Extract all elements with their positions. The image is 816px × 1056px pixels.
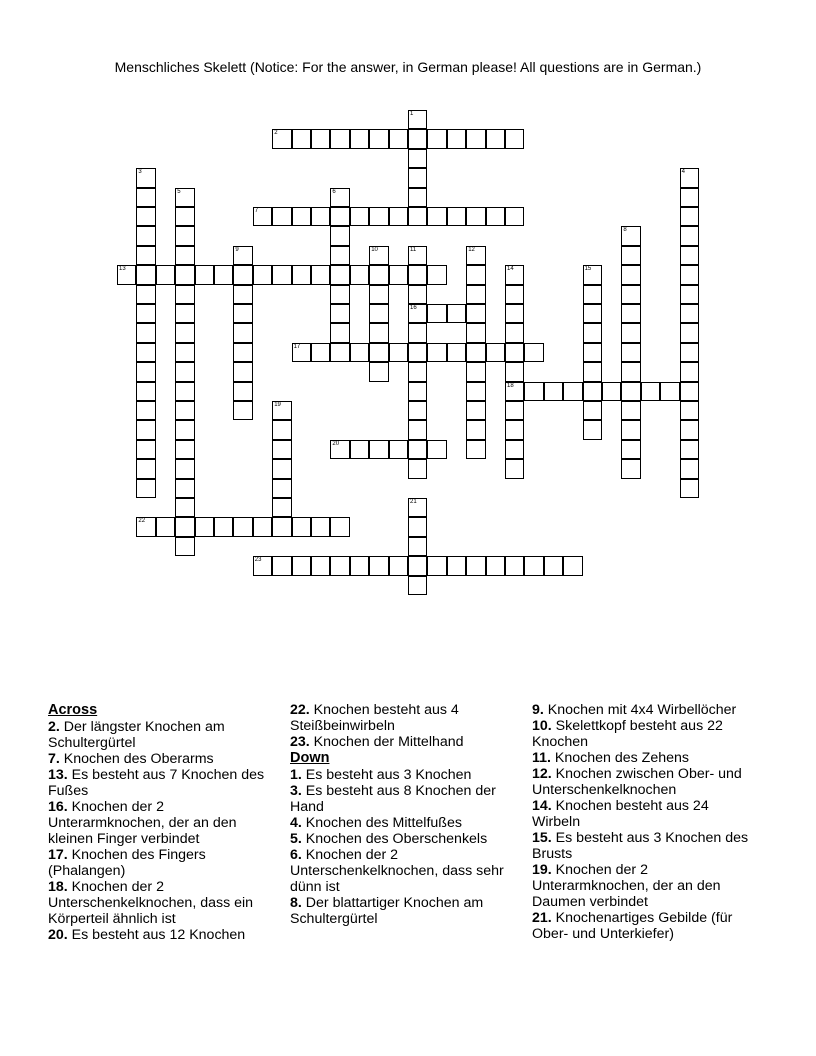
clue-column-1 — [48, 702, 273, 943]
crossword-cell[interactable] — [486, 129, 505, 148]
crossword-cell[interactable] — [214, 517, 233, 536]
cell-number: 21 — [410, 499, 417, 505]
crossword-cell[interactable] — [408, 382, 427, 401]
clue-down-9: 9. Knochen mit 4x4 Wirbellöcher — [532, 702, 737, 718]
crossword-cell[interactable] — [136, 265, 155, 284]
crossword-cell[interactable] — [621, 343, 640, 362]
crossword-cell[interactable] — [660, 382, 679, 401]
crossword-cell[interactable] — [466, 285, 485, 304]
clue-down-19: 19. Knochen der 2 Unterarmknochen, der an den Daumen verbindet — [532, 862, 721, 910]
crossword-cell[interactable] — [369, 362, 388, 381]
crossword-cell[interactable] — [136, 382, 155, 401]
clue-down-10: 10. Skelettkopf besteht aus 22 Knochen — [532, 718, 723, 750]
crossword-cell[interactable] — [369, 129, 388, 148]
cell-number: 7 — [254, 208, 259, 214]
crossword-cell[interactable] — [272, 265, 291, 284]
crossword-cell[interactable] — [175, 226, 194, 245]
clue-down-14: 14. Knochen besteht aus 24 Wirbeln — [532, 798, 709, 830]
cell-number: 18 — [507, 382, 514, 389]
crossword-cell[interactable] — [680, 304, 699, 323]
crossword-cell[interactable] — [505, 382, 524, 401]
crossword-cell[interactable] — [350, 265, 369, 284]
crossword-cell[interactable] — [583, 362, 602, 381]
clue-across-20: 20. Es besteht aus 12 Knochen — [48, 927, 246, 943]
crossword-cell[interactable] — [292, 556, 311, 575]
crossword-cell[interactable] — [330, 304, 349, 323]
crossword-cell[interactable] — [272, 401, 291, 420]
crossword-cell[interactable] — [680, 226, 699, 245]
crossword-cell[interactable] — [175, 459, 194, 478]
crossword-cell[interactable] — [369, 304, 388, 323]
crossword-cell[interactable] — [136, 285, 155, 304]
crossword-cell[interactable] — [621, 265, 640, 284]
crossword-cell[interactable] — [272, 498, 291, 517]
crossword-cell[interactable] — [330, 226, 349, 245]
crossword-cell[interactable] — [505, 285, 524, 304]
clue-down-11: 11. Knochen des Zehens — [532, 750, 689, 766]
crossword-cell[interactable] — [563, 382, 582, 401]
crossword-cell[interactable] — [621, 382, 640, 401]
crossword-cell[interactable] — [505, 556, 524, 575]
crossword-cell[interactable] — [447, 556, 466, 575]
clue-down-21: 21. Knochenartiges Gebilde (für Ober- und Unterkiefer) — [532, 910, 733, 942]
crossword-cell[interactable] — [253, 207, 272, 226]
cell-number: 20 — [332, 440, 340, 447]
crossword-cell[interactable] — [292, 265, 311, 284]
crossword-cell[interactable] — [175, 343, 194, 362]
crossword-cell[interactable] — [505, 323, 524, 342]
crossword-cell[interactable] — [680, 459, 699, 478]
crossword-cell[interactable] — [292, 517, 311, 536]
crossword-cell[interactable] — [408, 188, 427, 207]
clue-down-3: 3. Es besteht aus 8 Knochen der Hand — [290, 783, 496, 815]
crossword-cell[interactable] — [292, 207, 311, 226]
crossword-cell[interactable] — [175, 440, 194, 459]
crossword-cell[interactable] — [136, 226, 155, 245]
crossword-cell[interactable] — [272, 556, 291, 575]
crossword-cell[interactable] — [680, 285, 699, 304]
crossword-cell[interactable] — [389, 343, 408, 362]
crossword-cell[interactable] — [408, 168, 427, 187]
crossword-cell[interactable] — [136, 440, 155, 459]
crossword-cell[interactable] — [136, 420, 155, 439]
crossword-cell[interactable] — [680, 188, 699, 207]
crossword-cell[interactable] — [680, 401, 699, 420]
crossword-cell[interactable] — [175, 207, 194, 226]
crossword-cell[interactable] — [311, 517, 330, 536]
crossword-cell[interactable] — [466, 440, 485, 459]
crossword-cell[interactable] — [466, 556, 485, 575]
crossword-cell[interactable] — [175, 246, 194, 265]
crossword-cell[interactable] — [369, 556, 388, 575]
crossword-cell[interactable] — [369, 323, 388, 342]
crossword-cell[interactable] — [350, 343, 369, 362]
clue-across-16: 16. Knochen der 2 Unterarmknochen, der an den kleinen Finger verbindet — [48, 799, 237, 847]
down-header: Down — [290, 750, 330, 766]
crossword-cell[interactable] — [369, 265, 388, 284]
clue-down-5: 5. Knochen des Oberschenkels — [290, 831, 488, 847]
cell-number: 19 — [274, 402, 281, 408]
crossword-cell[interactable] — [136, 343, 155, 362]
across-header: Across — [48, 702, 98, 718]
cell-number: 17 — [293, 343, 301, 350]
crossword-cell[interactable] — [621, 440, 640, 459]
clue-down-1: 1. Es besteht aus 3 Knochen — [290, 767, 472, 783]
clue-column-2 — [290, 702, 508, 927]
crossword-cell[interactable] — [408, 556, 427, 575]
crossword-cell[interactable] — [427, 343, 446, 362]
cell-number: 10 — [371, 246, 378, 253]
cell-number: 13 — [119, 266, 126, 273]
crossword-cell[interactable] — [505, 304, 524, 323]
crossword-cell[interactable] — [369, 246, 388, 265]
crossword-cell[interactable] — [583, 420, 602, 439]
crossword-cell[interactable] — [524, 382, 543, 401]
crossword-cell[interactable] — [680, 265, 699, 284]
crossword-cell[interactable] — [680, 168, 699, 187]
crossword-cell[interactable] — [621, 401, 640, 420]
crossword-cell[interactable] — [350, 440, 369, 459]
crossword-cell[interactable] — [136, 207, 155, 226]
crossword-cell[interactable] — [330, 246, 349, 265]
cell-number: 12 — [468, 246, 475, 253]
cell-number: 8 — [623, 227, 627, 234]
crossword-cell[interactable] — [408, 149, 427, 168]
crossword-cell[interactable] — [389, 556, 408, 575]
crossword-cell[interactable] — [175, 323, 194, 342]
crossword-cell[interactable] — [466, 362, 485, 381]
cell-number: 16 — [410, 305, 417, 311]
crossword-cell[interactable] — [680, 362, 699, 381]
crossword-cell[interactable] — [466, 304, 485, 323]
clue-down-4: 4. Knochen des Mittelfußes — [290, 815, 462, 831]
cell-number: 6 — [332, 188, 336, 195]
cell-number: 23 — [254, 557, 262, 564]
crossword-cell[interactable] — [583, 285, 602, 304]
cell-number: 4 — [681, 169, 685, 176]
crossword-cell[interactable] — [505, 129, 524, 148]
crossword-cell[interactable] — [156, 517, 175, 536]
crossword-cell[interactable] — [311, 207, 330, 226]
crossword-cell[interactable] — [175, 285, 194, 304]
crossword-cell[interactable] — [680, 323, 699, 342]
crossword-cell[interactable] — [466, 343, 485, 362]
crossword-cell[interactable] — [447, 343, 466, 362]
cell-number: 22 — [138, 518, 146, 525]
crossword-cell[interactable] — [233, 382, 252, 401]
crossword-cell[interactable] — [583, 323, 602, 342]
crossword-cell[interactable] — [427, 304, 446, 323]
clue-across-17: 17. Knochen des Fingers (Phalangen) — [48, 847, 206, 879]
crossword-cell[interactable] — [330, 285, 349, 304]
crossword-cell[interactable] — [233, 343, 252, 362]
crossword-cell[interactable] — [272, 440, 291, 459]
crossword-cell[interactable] — [466, 382, 485, 401]
crossword-cell[interactable] — [427, 265, 446, 284]
crossword-cell[interactable] — [233, 323, 252, 342]
crossword-cell[interactable] — [466, 246, 485, 265]
crossword-cell[interactable] — [486, 207, 505, 226]
crossword-cell[interactable] — [466, 207, 485, 226]
crossword-cell[interactable] — [330, 556, 349, 575]
crossword-cell[interactable] — [272, 479, 291, 498]
crossword-cell[interactable] — [195, 517, 214, 536]
crossword-cell[interactable] — [680, 420, 699, 439]
crossword-cell[interactable] — [272, 207, 291, 226]
crossword-cell[interactable] — [272, 420, 291, 439]
page-title: Menschliches Skelett (Notice: For the answer, in German please! All questions are in German.) — [114, 59, 702, 75]
crossword-cell[interactable] — [350, 556, 369, 575]
crossword-cell[interactable] — [136, 323, 155, 342]
crossword-cell[interactable] — [680, 479, 699, 498]
crossword-cell[interactable] — [292, 343, 311, 362]
crossword-cell[interactable] — [175, 362, 194, 381]
cell-number: 15 — [584, 266, 592, 273]
crossword-cell[interactable] — [311, 265, 330, 284]
crossword-cell[interactable] — [369, 440, 388, 459]
crossword-cell[interactable] — [680, 343, 699, 362]
crossword-cell[interactable] — [136, 401, 155, 420]
crossword-cell[interactable] — [466, 420, 485, 439]
crossword-cell[interactable] — [621, 362, 640, 381]
crossword-cell[interactable] — [136, 362, 155, 381]
crossword-cell[interactable] — [447, 207, 466, 226]
crossword-cell[interactable] — [641, 382, 660, 401]
crossword-cell[interactable] — [427, 129, 446, 148]
crossword-cell[interactable] — [447, 129, 466, 148]
crossword-cell[interactable] — [505, 343, 524, 362]
crossword-cell[interactable] — [330, 265, 349, 284]
crossword-cell[interactable] — [408, 343, 427, 362]
crossword-cell[interactable] — [195, 265, 214, 284]
crossword-cell[interactable] — [427, 207, 446, 226]
crossword-cell[interactable] — [621, 323, 640, 342]
crossword-cell[interactable] — [389, 129, 408, 148]
crossword-cell[interactable] — [253, 517, 272, 536]
crossword-cell[interactable] — [175, 498, 194, 517]
crossword-cell[interactable] — [408, 537, 427, 556]
crossword-cell[interactable] — [233, 246, 252, 265]
clue-across-7: 7. Knochen des Oberarms — [48, 751, 214, 767]
crossword-cell[interactable] — [621, 459, 640, 478]
crossword-cell[interactable] — [175, 401, 194, 420]
cell-number: 1 — [410, 111, 414, 117]
crossword-cell[interactable] — [466, 401, 485, 420]
crossword-cell[interactable] — [233, 265, 252, 284]
crossword-cell[interactable] — [136, 304, 155, 323]
crossword-cell[interactable] — [505, 362, 524, 381]
crossword-cell[interactable] — [524, 556, 543, 575]
crossword-cell[interactable] — [563, 556, 582, 575]
crossword-cell[interactable] — [408, 110, 427, 129]
crossword-cell[interactable] — [175, 479, 194, 498]
crossword-cell[interactable] — [621, 285, 640, 304]
crossword-cell[interactable] — [505, 401, 524, 420]
crossword-cell[interactable] — [621, 420, 640, 439]
crossword-cell[interactable] — [524, 343, 543, 362]
crossword-cell[interactable] — [389, 440, 408, 459]
crossword-cell[interactable] — [175, 382, 194, 401]
clue-across-2: 2. Der längster Knochen am Schultergürtel — [48, 719, 225, 751]
cell-number: 3 — [138, 169, 142, 176]
crossword-cell[interactable] — [466, 323, 485, 342]
crossword-cell[interactable] — [233, 517, 252, 536]
clue-down-6: 6. Knochen der 2 Unterschenkelknochen, dass sehr dünn ist — [290, 847, 504, 895]
crossword-cell[interactable] — [389, 207, 408, 226]
crossword-cell[interactable] — [136, 168, 155, 187]
crossword-cell[interactable] — [680, 246, 699, 265]
cell-number: 14 — [507, 266, 514, 273]
crossword-cell[interactable] — [389, 265, 408, 284]
crossword-cell[interactable] — [621, 226, 640, 245]
crossword-cell[interactable] — [330, 188, 349, 207]
crossword-cell[interactable] — [233, 285, 252, 304]
crossword-cell[interactable] — [505, 265, 524, 284]
crossword-cell[interactable] — [175, 188, 194, 207]
crossword-cell[interactable] — [214, 265, 233, 284]
crossword-cell[interactable] — [544, 556, 563, 575]
crossword-cell[interactable] — [583, 401, 602, 420]
crossword-cell[interactable] — [447, 304, 466, 323]
crossword-cell[interactable] — [583, 343, 602, 362]
crossword-cell[interactable] — [408, 420, 427, 439]
crossword-cell[interactable] — [369, 343, 388, 362]
crossword-cell[interactable] — [136, 246, 155, 265]
crossword-cell[interactable] — [408, 576, 427, 595]
crossword-cell[interactable] — [680, 382, 699, 401]
clue-across-13: 13. Es besteht aus 7 Knochen des Fußes — [48, 767, 265, 799]
cell-number: 2 — [274, 130, 278, 137]
crossword-cell[interactable] — [427, 440, 446, 459]
crossword-cell[interactable] — [408, 129, 427, 148]
clue-down-8: 8. Der blattartiger Knochen am Schultergürtel — [290, 895, 484, 927]
crossword-cell[interactable] — [427, 556, 446, 575]
crossword-cell[interactable] — [602, 382, 621, 401]
crossword-cell[interactable] — [330, 129, 349, 148]
crossword-cell[interactable] — [136, 479, 155, 498]
crossword-cell[interactable] — [253, 556, 272, 575]
crossword-cell[interactable] — [330, 323, 349, 342]
crossword-cell[interactable] — [408, 498, 427, 517]
crossword-cell[interactable] — [311, 556, 330, 575]
crossword-cell[interactable] — [175, 304, 194, 323]
crossword-cell[interactable] — [408, 459, 427, 478]
crossword-cell[interactable] — [272, 517, 291, 536]
cell-number: 9 — [235, 246, 239, 253]
crossword-cell[interactable] — [408, 285, 427, 304]
crossword-cell[interactable] — [233, 304, 252, 323]
crossword-cell[interactable] — [136, 188, 155, 207]
crossword-cell[interactable] — [272, 129, 291, 148]
crossword-cell[interactable] — [544, 382, 563, 401]
crossword-cell[interactable] — [136, 459, 155, 478]
crossword-cell[interactable] — [408, 207, 427, 226]
crossword-cell[interactable] — [369, 207, 388, 226]
crossword-cell[interactable] — [253, 265, 272, 284]
crossword-cell[interactable] — [330, 207, 349, 226]
crossword-cell[interactable] — [233, 401, 252, 420]
crossword-cell[interactable] — [408, 323, 427, 342]
crossword-cell[interactable] — [621, 304, 640, 323]
crossword-cell[interactable] — [175, 517, 194, 536]
crossword-cell[interactable] — [117, 265, 136, 284]
crossword-cell[interactable] — [350, 129, 369, 148]
crossword-cell[interactable] — [330, 343, 349, 362]
crossword-cell[interactable] — [408, 440, 427, 459]
crossword-cell[interactable] — [505, 420, 524, 439]
crossword-cell[interactable] — [408, 265, 427, 284]
clue-column-3 — [532, 702, 757, 942]
crossword-cell[interactable] — [408, 246, 427, 265]
crossword-cell[interactable] — [505, 440, 524, 459]
crossword-cell[interactable] — [680, 207, 699, 226]
crossword-cell[interactable] — [369, 285, 388, 304]
crossword-cell[interactable] — [408, 401, 427, 420]
crossword-cell[interactable] — [486, 556, 505, 575]
crossword-cell[interactable] — [583, 304, 602, 323]
crossword-cell[interactable] — [292, 129, 311, 148]
crossword-cell[interactable] — [621, 246, 640, 265]
clue-across-22: 22. Knochen besteht aus 4 Steißbeinwirbeln — [290, 702, 459, 734]
clue-across-18: 18. Knochen der 2 Unterschenkelknochen, dass ein Körperteil ähnlich ist — [48, 879, 254, 927]
crossword-cell[interactable] — [136, 517, 155, 536]
crossword-cell[interactable] — [486, 343, 505, 362]
clue-down-12: 12. Knochen zwischen Ober- und Unterschenkelknochen — [532, 766, 742, 798]
cell-number: 11 — [410, 246, 417, 253]
clue-across-23: 23. Knochen der Mittelhand — [290, 734, 464, 750]
crossword-cell[interactable] — [156, 265, 175, 284]
crossword-cell[interactable] — [330, 440, 349, 459]
crossword-cell[interactable] — [466, 265, 485, 284]
crossword-cell[interactable] — [233, 362, 252, 381]
crossword-cell[interactable] — [505, 459, 524, 478]
crossword-cell[interactable] — [272, 459, 291, 478]
clue-down-15: 15. Es besteht aus 3 Knochen des Brusts — [532, 830, 749, 862]
crossword-cell[interactable] — [505, 207, 524, 226]
crossword-cell[interactable] — [583, 265, 602, 284]
crossword-cell[interactable] — [408, 304, 427, 323]
crossword-cell[interactable] — [330, 517, 349, 536]
crossword-cell[interactable] — [350, 207, 369, 226]
crossword-cell[interactable] — [408, 362, 427, 381]
cell-number: 5 — [177, 188, 181, 195]
crossword-cell[interactable] — [175, 420, 194, 439]
crossword-cell[interactable] — [175, 537, 194, 556]
crossword-cell[interactable] — [311, 129, 330, 148]
crossword-cell[interactable] — [583, 382, 602, 401]
crossword-cell[interactable] — [680, 440, 699, 459]
crossword-cell[interactable] — [175, 265, 194, 284]
crossword-cell[interactable] — [408, 517, 427, 536]
crossword-cell[interactable] — [311, 343, 330, 362]
crossword-cell[interactable] — [466, 129, 485, 148]
